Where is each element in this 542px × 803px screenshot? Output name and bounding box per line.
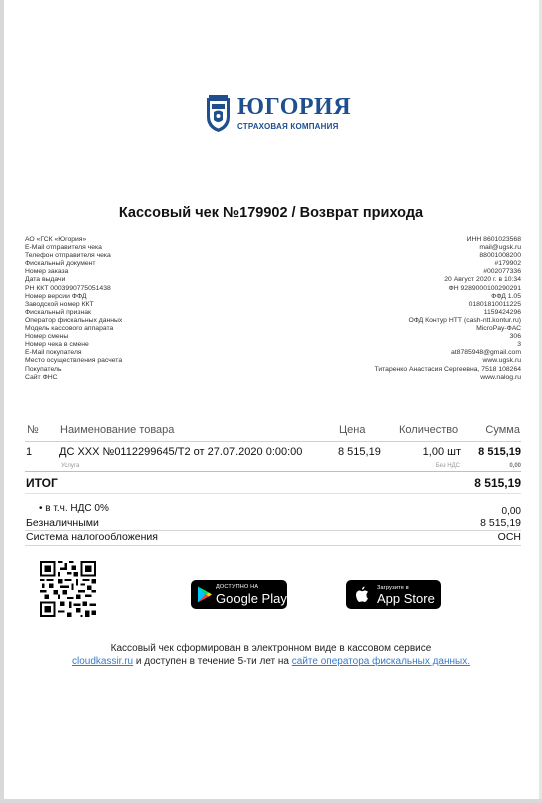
info-value: mail@ugsk.ru [479,244,521,252]
info-row [25,374,521,382]
info-label: Номер смены [25,333,69,341]
row-vat: Без НДС [435,463,460,469]
info-label: E-Mail покупателя [25,349,82,357]
info-row [25,349,521,357]
info-value: 306 [509,333,521,341]
info-value: at8785948@gmail.com [451,349,521,357]
tax-system-value: ОСН [497,531,521,543]
qr-code [40,561,96,617]
info-label: Модель кассового аппарата [25,325,114,333]
info-label: Номер версии ФФД [25,292,87,300]
tax-system-label: Система налогообложения [26,531,158,543]
google-play-icon [197,586,213,603]
info-row [25,366,521,374]
info-value: #002077336 [483,268,521,276]
col-sum-header: Сумма [485,424,520,436]
footer-middle-text: и доступен в течение 5-ти лет на [133,656,292,667]
brand-name: ЮГОРИЯ [237,94,352,120]
shield-crest-icon [205,95,232,133]
info-label: Оператор фискальных данных [25,316,123,324]
receipt-info [25,236,521,382]
info-value: www.ugsk.ru [482,357,521,365]
vat-row [25,503,521,517]
vat-label: • в т.ч. НДС 0% [39,503,109,514]
app-store-label: App Store [377,591,435,606]
row-qty: 1,00 шт [422,446,461,458]
info-value: ИНН 8601023568 [466,236,521,243]
brand-subtitle: СТРАХОВАЯ КОМПАНИЯ [237,122,339,131]
info-label: Фискальный документ [25,260,96,268]
info-row [25,236,521,244]
info-row [25,317,521,325]
footer-line2 [0,655,542,668]
footer-note [0,642,542,668]
row-num: 1 [26,446,33,458]
info-row [25,325,521,333]
info-row [25,268,521,276]
row-vat-sum: 0,00 [509,463,521,469]
info-value: www.nalog.ru [480,373,521,381]
vat-value: 0,00 [501,506,521,517]
col-qty-header: Количество [399,424,459,436]
info-value: MicroPay-ФАС [476,325,521,333]
info-value: ФФД 1.05 [491,292,521,300]
app-store-button[interactable] [346,580,441,609]
info-label: Номер чека в смене [25,341,89,349]
info-value: Титаренко Анастасия Сергеевна, 7518 108264 [374,365,521,373]
info-label: Место осуществления расчета [25,357,123,365]
total-value: 8 515,19 [474,476,521,490]
brand-logo [205,94,352,138]
info-row [25,244,521,252]
row-price: 8 515,19 [338,446,381,458]
info-value: ОФД Контур НТТ (cash-ntt.kontur.ru) [408,316,521,324]
payment-label: Безналичными [26,517,99,529]
info-label: Заводской номер ККТ [25,300,94,308]
divider [25,493,521,494]
info-value: ФН 9289000100290291 [448,284,521,292]
divider [25,471,521,472]
page-left-border [0,0,4,803]
items-table-header [25,424,521,440]
info-row [25,252,521,260]
info-value: 20 Август 2020 г. в 10:34 [444,276,521,284]
info-row [25,301,521,309]
info-row [25,357,521,365]
info-row [25,341,521,349]
info-label: Фискальный признак [25,308,91,316]
payment-value: 8 515,19 [480,517,521,529]
payment-row [25,517,521,531]
ofd-site-link[interactable]: сайте оператора фискальных данных. [291,656,471,667]
row-sum: 8 515,19 [478,446,521,458]
google-play-small-label: ДОСТУПНО НА [216,584,259,590]
row-name: ДС ХХХ №0112299645/Т2 от 27.07.2020 0:00:00 [59,446,303,458]
cloudkassir-link[interactable]: cloudkassir.ru [71,656,134,667]
info-label: Покупатель [25,365,62,373]
info-row [25,333,521,341]
info-row [25,285,521,293]
info-value: 1159424296 [483,308,521,316]
info-row [25,276,521,284]
info-value: 3 [517,341,521,349]
total-label: ИТОГ [26,476,58,490]
receipt-title: Кассовый чек №179902 / Возврат прихода [118,205,424,221]
info-label: Телефон отправителя чека [25,252,111,260]
apple-icon [355,586,369,603]
info-row [25,293,521,301]
app-store-small-label: Загрузите в [377,585,409,591]
row-type: Услуга [61,463,80,469]
google-play-button[interactable] [191,580,287,609]
page-bottom-border [0,799,542,803]
info-row [25,309,521,317]
divider [25,545,521,546]
info-label: Номер заказа [25,268,69,276]
info-label: Дата выдачи [25,276,66,284]
info-label: АО «ГСК «Югория» [25,236,87,243]
info-value: 01801810011225 [468,300,521,308]
info-label: Сайт ФНС [25,373,58,381]
info-row [25,260,521,268]
footer-line1: Кассовый чек сформирован в электронном виде в кассовом сервисе [110,643,432,654]
info-value: #179902 [494,260,521,268]
info-label: E-Mail отправителя чека [25,244,102,252]
col-num-header: № [27,424,39,436]
tax-system-row [25,531,521,545]
info-label: РН ККТ 0003990775051438 [25,284,111,292]
col-name-header: Наименование товара [60,424,175,436]
col-price-header: Цена [339,424,366,436]
google-play-label: Google Play [216,591,287,606]
total-row [25,476,521,492]
info-value: 88001008200 [479,252,521,260]
divider [25,441,521,442]
